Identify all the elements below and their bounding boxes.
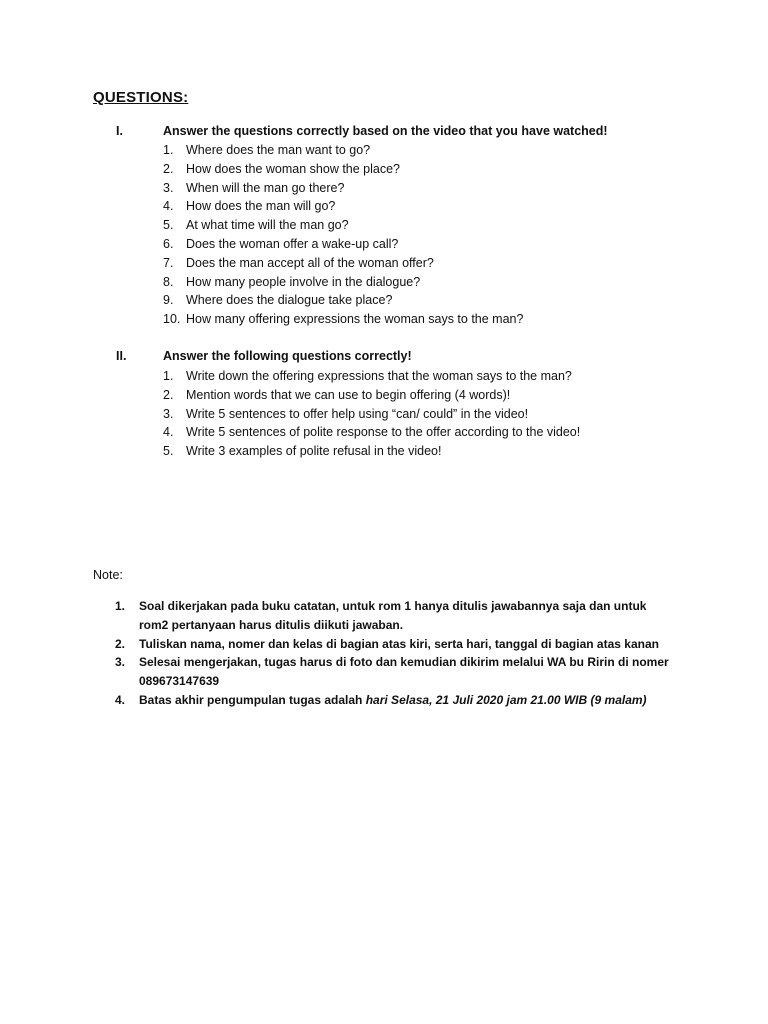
question-text: When will the man go there? (186, 180, 345, 195)
note-text: Selesai mengerjakan, tugas harus di foto dan kemudian dikirim melalui WA bu Ririn di nomer 089673147639 (139, 655, 669, 689)
note-text: Tuliskan nama, nomer dan kelas di bagian atas kiri, serta hari, tanggal di bagian atas kanan (139, 636, 659, 651)
section-1-heading-text: Answer the questions correctly based on the video that you have watched! (163, 124, 608, 138)
list-item (115, 653, 675, 691)
question-text: Write 3 examples of polite refusal in the video! (186, 444, 442, 459)
section-2-heading (0, 349, 768, 367)
item-number: 3. (163, 180, 174, 195)
item-number: 3. (115, 655, 126, 670)
question-text: Write 5 sentences of polite response to the offer according to the video! (186, 425, 581, 440)
section-1-numeral: I. (116, 124, 123, 138)
item-number: 1. (115, 599, 126, 613)
question-text: At what time will the man go? (186, 218, 349, 233)
item-number: 2. (163, 161, 174, 176)
list-item (115, 635, 675, 654)
item-number: 6. (163, 236, 174, 251)
item-number: 4. (163, 425, 174, 440)
item-number: 2. (115, 636, 126, 651)
question-text: Does the man accept all of the woman offer? (186, 255, 434, 270)
deadline-emphasis: hari Selasa, 21 Juli 2020 jam 21.00 WIB (9 malam) (365, 692, 647, 707)
item-number: 10. (163, 312, 181, 327)
question-text: Does the woman offer a wake-up call? (186, 236, 399, 251)
question-text: How many offering expressions the woman says to the man? (186, 312, 524, 327)
item-number: 5. (163, 218, 174, 233)
section-2-heading-text: Answer the following questions correctly! (163, 349, 412, 363)
question-text: Mention words that we can use to begin offering (4 words)! (186, 387, 511, 402)
question-text: How does the man will go? (186, 199, 336, 214)
item-number: 3. (163, 406, 174, 421)
section-2-numeral: II. (116, 349, 127, 363)
question-text: Where does the dialogue take place? (186, 293, 393, 308)
question-text: Where does the man want to go? (186, 143, 371, 157)
question-text: Write 5 sentences to offer help using “can/ could” in the video! (186, 406, 529, 421)
note-label: Note: (93, 568, 123, 582)
item-number: 8. (163, 274, 174, 289)
item-number: 4. (163, 199, 174, 214)
question-text: Write down the offering expressions that the woman says to the man? (186, 369, 572, 383)
section-1-heading (0, 124, 768, 142)
question-text: How does the woman show the place? (186, 161, 401, 176)
item-number: 5. (163, 444, 174, 459)
page-title: QUESTIONS: (93, 89, 189, 106)
list-item (115, 691, 675, 710)
item-number: 1. (163, 143, 174, 157)
item-number: 1. (163, 369, 174, 383)
item-number: 9. (163, 293, 174, 308)
note-text (139, 691, 675, 710)
question-text: How many people involve in the dialogue? (186, 274, 421, 289)
item-number: 2. (163, 387, 174, 402)
deadline-prefix: Batas akhir pengumpulan tugas adalah (139, 692, 366, 707)
note-text: Soal dikerjakan pada buku catatan, untuk rom 1 hanya ditulis jawabannya saja dan untuk rom2 pertanyaan harus ditulis diikuti jawaban. (139, 599, 647, 632)
note-list (115, 597, 675, 710)
item-number: 4. (115, 692, 126, 707)
list-item (115, 597, 675, 635)
item-number: 7. (163, 255, 174, 270)
